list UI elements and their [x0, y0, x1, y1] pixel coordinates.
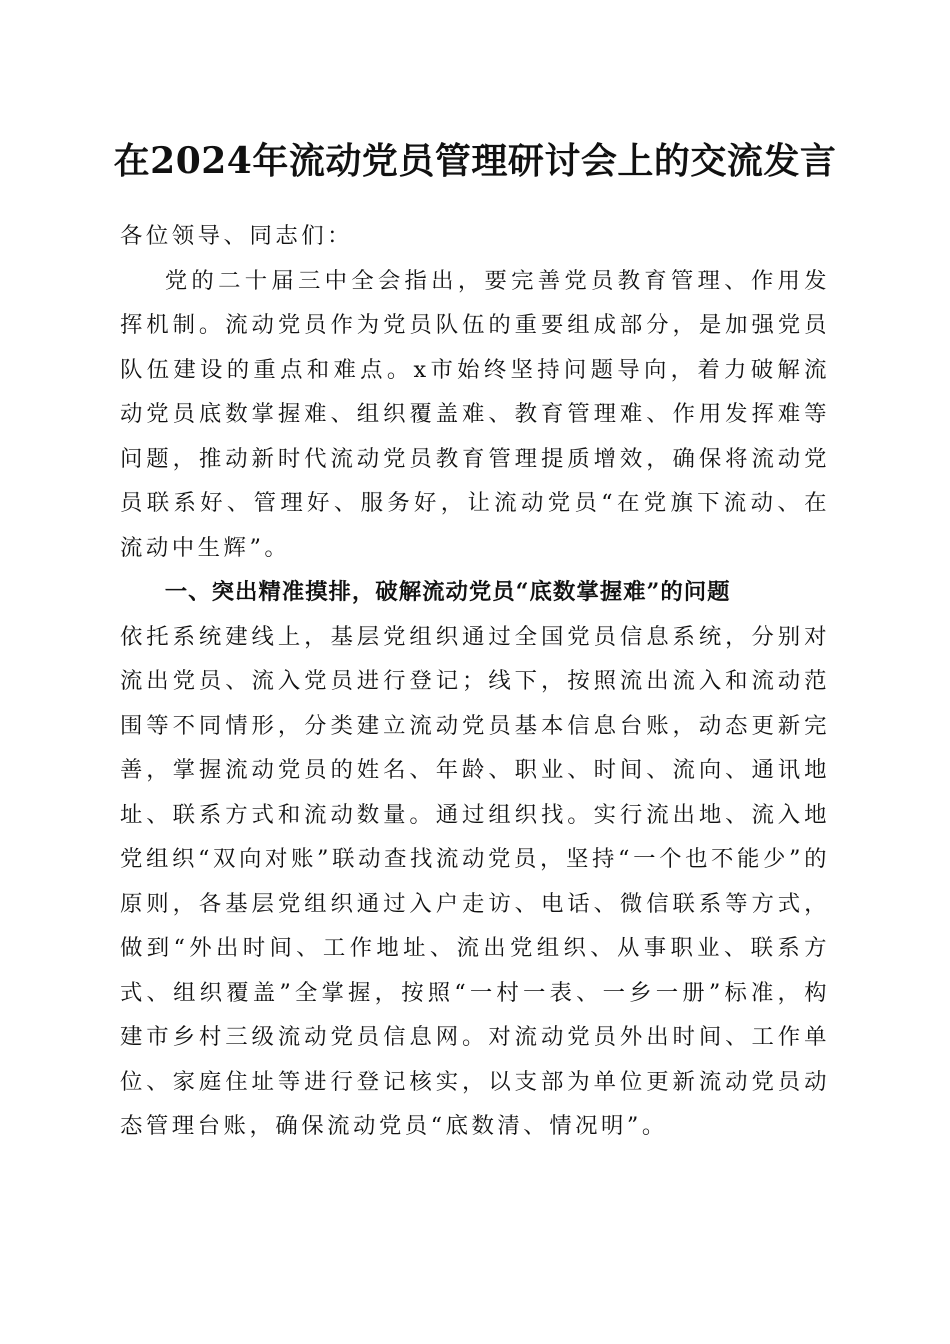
salutation: 各位领导、同志们： — [120, 223, 354, 249]
intro-paragraph: 党的二十届三中全会指出，要完善党员教育管理、作用发挥机制。流动党员作为党员队伍的重要组成部分，是加强党员队伍建设的重点和难点。x市始终坚持问题导向，着力破解流动党员底数掌握难、组织覆盖难、教育管理难、作用发挥难等问题，推动新时代流动党员教育管理提质增效，确保将流动党员联系好、管理好、服务好，让流动党员“在党旗下流动、在流动中生辉”。 — [120, 267, 830, 561]
section-1-heading: 一、突出精准摸排，破解流动党员“底数掌握难”的问题 — [164, 579, 731, 605]
document-body — [120, 214, 830, 1149]
document-title: 在2024年流动党员管理研讨会上的交流发言 — [113, 140, 837, 182]
section-1-paragraph: 依托系统建线上，基层党组织通过全国党员信息系统，分别对流出党员、流入党员进行登记；线下，按照流出流入和流动范围等不同情形，分类建立流动党员基本信息台账，动态更新完善，掌握流动党员的姓名、年龄、职业、时间、流向、通讯地址、联系方式和流动数量。通过组织找。实行流出地、流入地党组织“双向对账”联动查找流动党员，坚持“一个也不能少”的原则，各基层党组织通过入户走访、电话、微信联系等方式，做到“外出时间、工作地址、流出党组织、从事职业、联系方式、组织覆盖”全掌握，按照“一村一表、一乡一册”标准，构建市乡村三级流动党员信息网。对流动党员外出时间、工作单位、家庭住址等进行登记核实，以支部为单位更新流动党员动态管理台账，确保流动党员“底数清、情况明”。 — [120, 623, 830, 1139]
